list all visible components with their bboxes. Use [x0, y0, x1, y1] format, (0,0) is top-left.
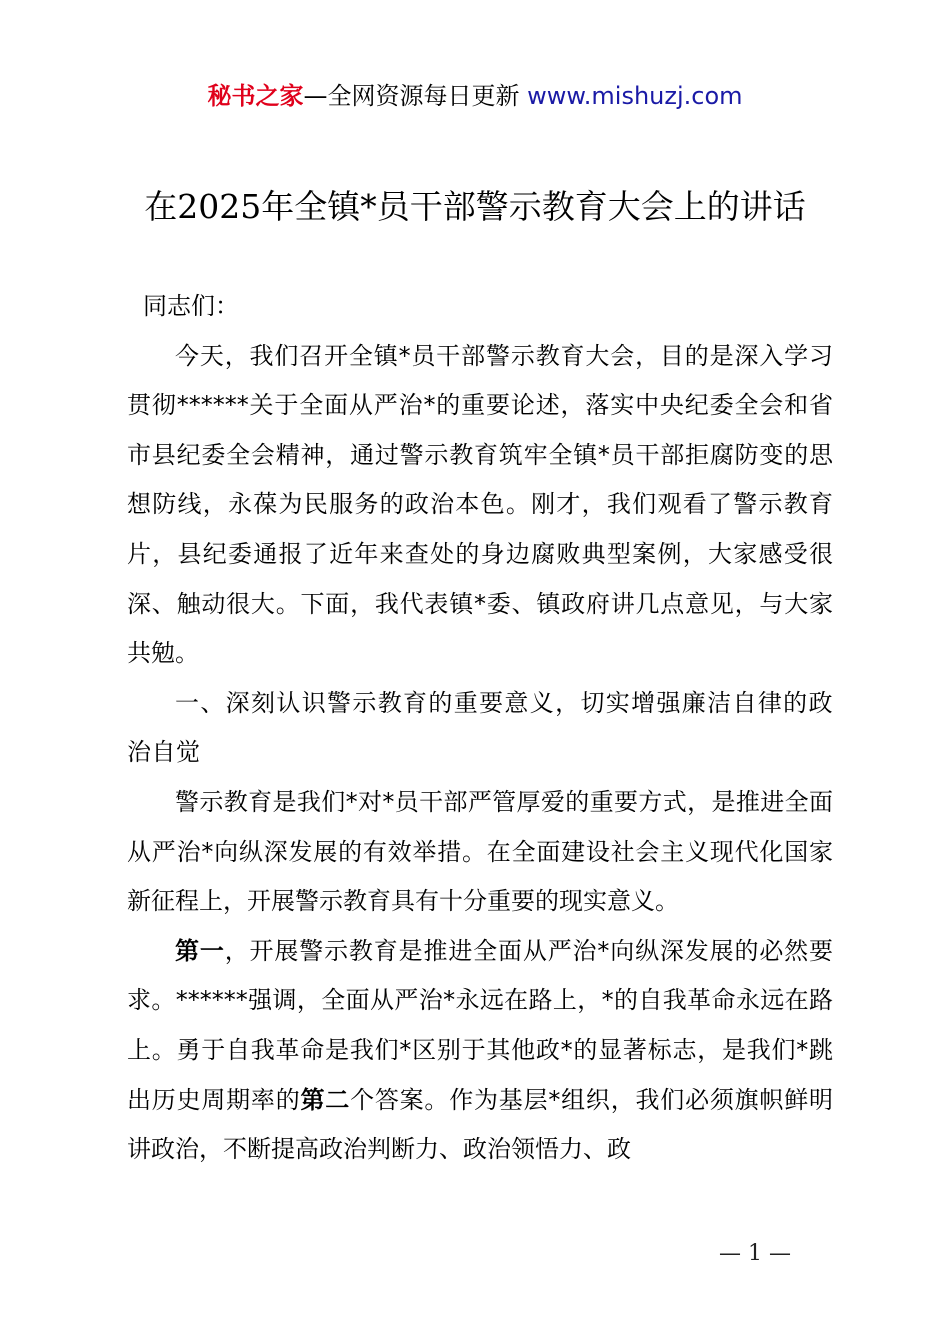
- banner-slogan: —全网资源每日更新: [303, 82, 520, 110]
- salutation: 同志们：: [143, 292, 239, 320]
- document-title: 在2025年全镇*员干部警示教育大会上的讲话: [144, 187, 806, 226]
- paragraph-2: 警示教育是我们*对*员干部严管厚爱的重要方式，是推进全面从严治*向纵深发展的有效举措。在全面建设社会主义现代化国家新征程上，开展警示教育具有十分重要的现实意义。: [127, 787, 833, 916]
- document-body: [127, 282, 833, 1175]
- banner-brand: 秘书之家: [207, 82, 304, 110]
- paragraph-3-text-a: ，开展警示教育是推进全面从严治*向纵深发展的必然要求。******强调，全面从严治*永远在路上，*的自我革命永远在路上。勇于自我革命是我们*区别于其他政*的显著标志，是我们*跳出历史周期率的: [127, 936, 834, 1114]
- paragraph-3-lead: 第一: [175, 936, 225, 965]
- page-number: — 1 —: [719, 1241, 791, 1266]
- paragraph-3-bold: 第二: [300, 1085, 351, 1114]
- site-banner: [0, 78, 950, 114]
- paragraph-3-text-b: 个答案。作为基层*组织，我们必须旗帜鲜明讲政治，不断提高政治判断力、政治领悟力、政: [127, 1085, 834, 1164]
- banner-url[interactable]: www.mishuzj.com: [527, 82, 743, 110]
- section-heading-1: 一、深刻认识警示教育的重要意义，切实增强廉洁自律的政治自觉: [127, 688, 833, 767]
- paragraph-intro: 今天，我们召开全镇*员干部警示教育大会，目的是深入学习贯彻******关于全面从严治*的重要论述，落实中央纪委全会和省市县纪委全会精神，通过警示教育筑牢全镇*员干部拒腐防变的思想防线，永葆为民服务的政治本色。刚才，我们观看了警示教育片，县纪委通报了近年来查处的身边腐败典型案例，大家感受很深、触动很大。下面，我代表镇*委、镇政府讲几点意见，与大家共勉。: [127, 341, 833, 668]
- paragraph-3: [127, 927, 833, 1175]
